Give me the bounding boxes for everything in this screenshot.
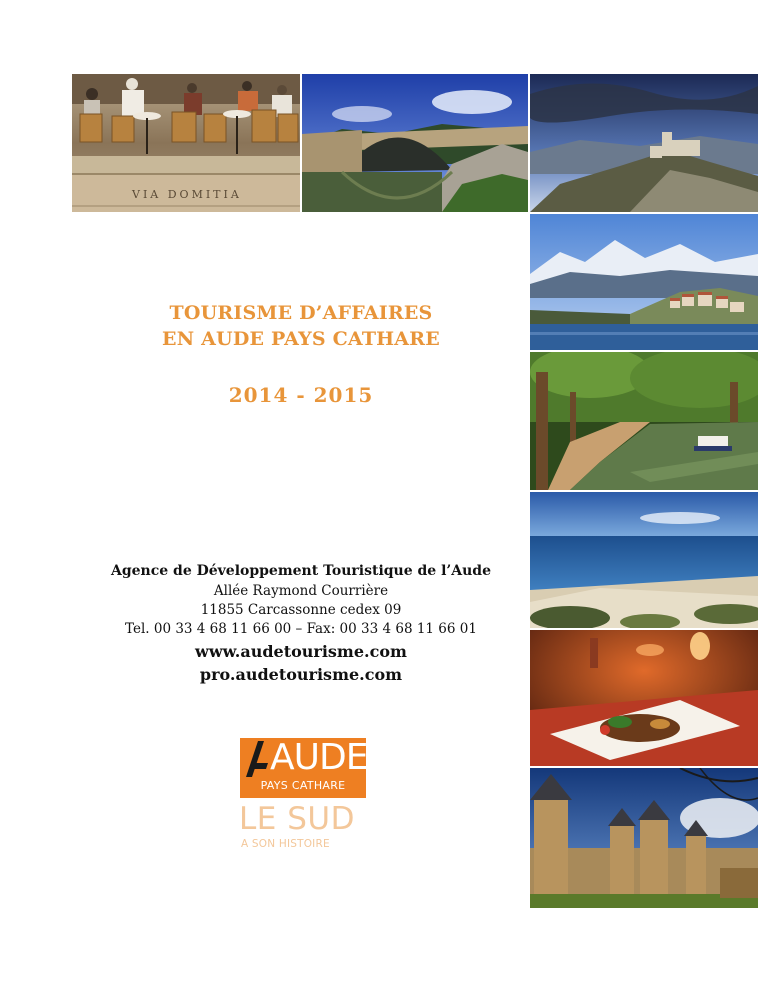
- carcassonne-cite-photo: [530, 768, 758, 908]
- logo-aude-text: AUDE: [270, 737, 368, 778]
- logo-a-son-histoire-text: A SON HISTOIRE: [241, 838, 330, 850]
- via-domitia-inscription: VIA DOMITIA: [132, 188, 242, 201]
- lake-village-photo: [530, 214, 758, 350]
- title-line-2: EN AUDE PAYS CATHARE: [162, 328, 440, 350]
- logo-pays-cathare-text: PAYS CATHARE: [260, 779, 346, 792]
- website-link-pro[interactable]: pro.audetourisme.com: [199, 665, 403, 684]
- website-link-main[interactable]: www.audetourisme.com: [195, 642, 407, 661]
- years-title: 2014 - 2015: [228, 383, 374, 407]
- street-address: Allée Raymond Courrière: [213, 583, 389, 599]
- logo-le-sud-text: LE SUD: [239, 801, 355, 837]
- cafe-terrace-photo: [72, 74, 300, 212]
- aude-pays-cathare-logo: [237, 736, 369, 860]
- title-line-1: TOURISME D’AFFAIRES: [169, 302, 433, 324]
- canal-du-midi-photo: [530, 352, 758, 490]
- agency-name: Agence de Développement Touristique de l’Aude: [110, 563, 492, 579]
- cathar-castle-photo: [530, 74, 758, 212]
- mediterranean-beach-photo: [530, 492, 758, 628]
- roman-bridge-photo: [302, 74, 528, 212]
- logo-orange-box: [240, 738, 366, 798]
- gastronomy-plate-photo: [530, 630, 758, 766]
- city-address: 11855 Carcassonne cedex 09: [200, 602, 402, 618]
- phone-fax: Tel. 00 33 4 68 11 66 00 – Fax: 00 33 4 68 11 66 01: [125, 621, 477, 637]
